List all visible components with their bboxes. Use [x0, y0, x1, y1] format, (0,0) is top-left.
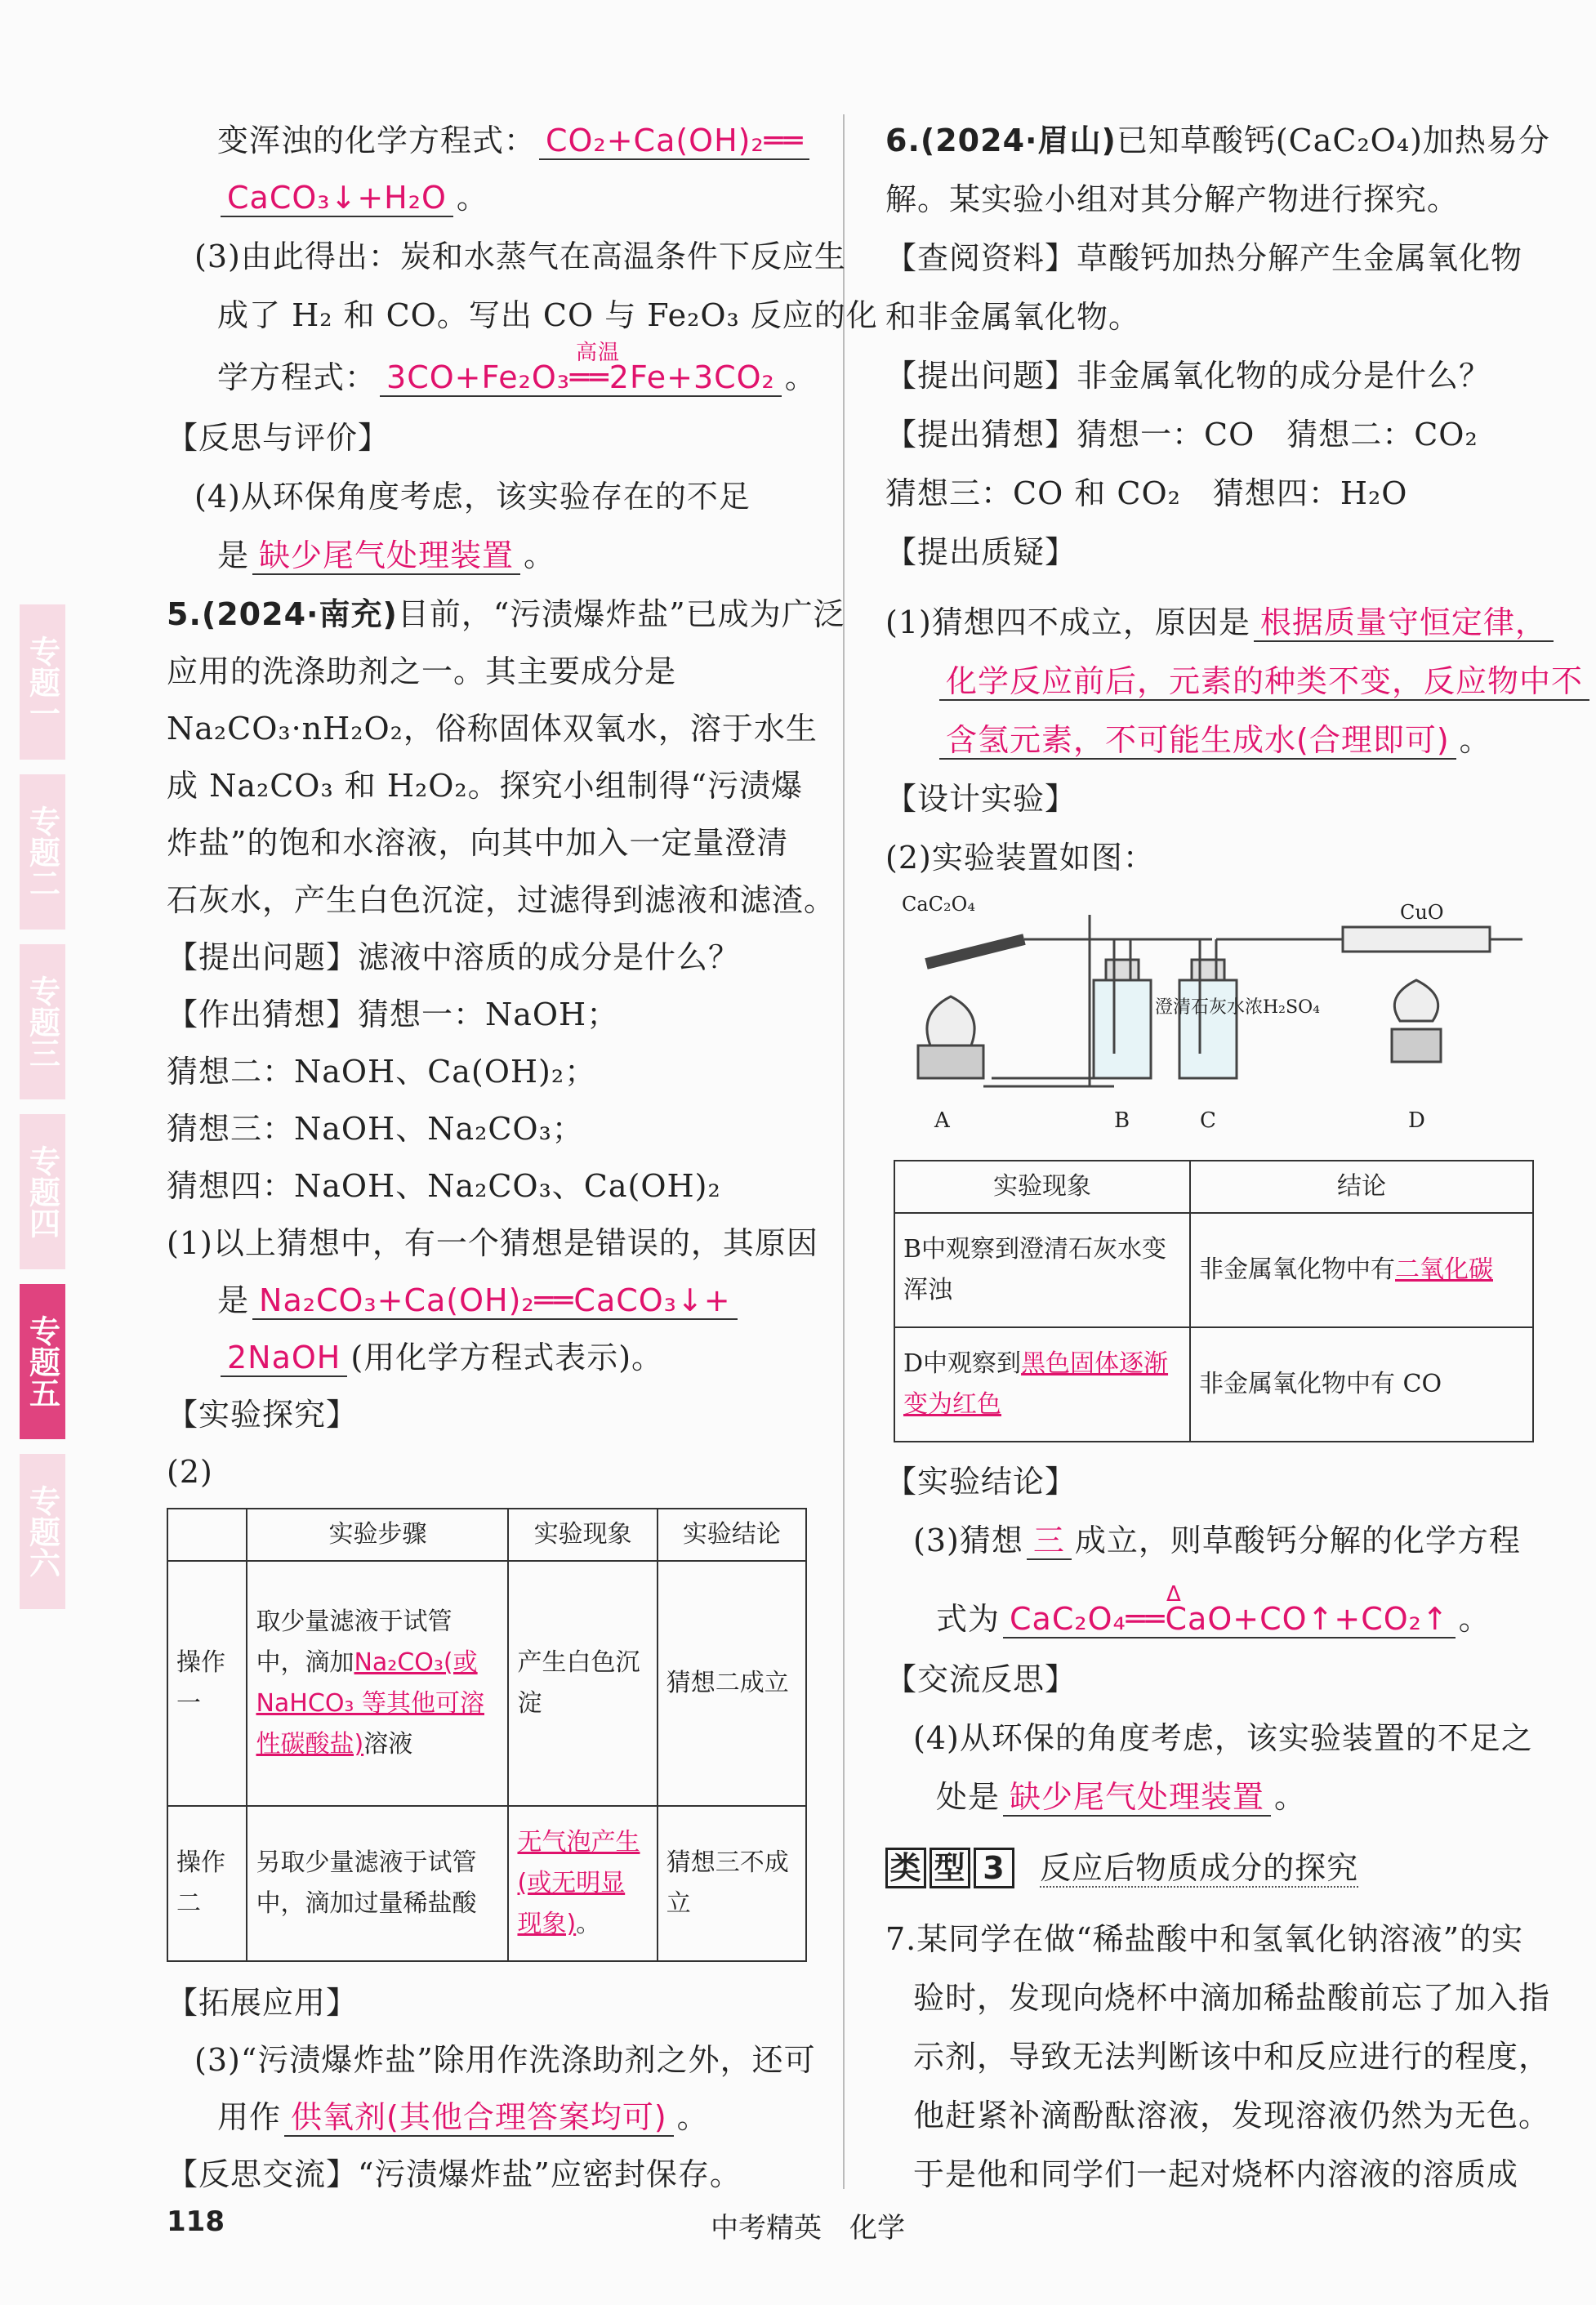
test-tube: [926, 939, 1024, 964]
answer-blank: 2NaOH: [221, 1340, 347, 1377]
text-line: 猜想三：CO 和 CO₂ 猜想四：H₂O: [885, 475, 1408, 511]
step-cell: 取少量滤液于试管中，滴加Na₂CO₃(或 NaHCO₃ 等其他可溶性碳酸盐)溶液: [247, 1561, 508, 1806]
answer-blank: Δ CaC₂O₄══CaO+CO↑+CO₂↑: [1003, 1601, 1456, 1638]
text-line: 2NaOH (用化学方程式表示)。: [217, 1340, 663, 1377]
label-b: B: [1114, 1108, 1130, 1133]
question-6: 6.(2024·眉山)已知草酸钙(CaC₂O₄)加热易分: [885, 123, 1550, 158]
text-line: (2)实验装置如图：: [885, 840, 1155, 876]
stopper-b: [1106, 960, 1139, 980]
chapter-tab: 专题一: [20, 604, 65, 760]
text-line: (3)猜想 三 成立，则草酸钙分解的化学方程: [913, 1523, 1521, 1558]
text-line: (2): [167, 1454, 213, 1490]
table-header: 实验现象: [508, 1509, 657, 1561]
text-line: 【反思交流】“污渍爆炸盐”应密封保存。: [167, 2156, 742, 2192]
text-line: 猜想三：NaOH、Na₂CO₃；: [167, 1111, 584, 1147]
question-7: 7.某同学在做“稀盐酸中和氢氧化钠溶液”的实: [885, 1921, 1524, 1957]
text-line: 【作出猜想】猜想一：NaOH；: [167, 996, 619, 1032]
conclusion-cell: 猜想三不成立: [658, 1806, 806, 1961]
type-heading: [885, 1848, 1358, 1888]
table-header: 实验现象: [894, 1161, 1190, 1213]
section-heading: 【实验探究】: [167, 1397, 359, 1433]
label-a: A: [934, 1108, 950, 1133]
label-cac2o4: CaC₂O₄: [902, 893, 975, 916]
text-line: 猜想二：NaOH、Ca(OH)₂；: [167, 1054, 597, 1090]
type-title: 反应后物质成分的探究: [1040, 1850, 1359, 1886]
bottle-c: [1179, 980, 1237, 1078]
label-c: C: [1200, 1108, 1216, 1133]
text-line: 猜想四：NaOH、Na₂CO₃、Ca(OH)₂: [167, 1168, 721, 1204]
section-heading: 【拓展应用】: [167, 1985, 359, 2021]
section-heading: 【反思与评价】: [167, 420, 390, 456]
conclusion-cell: 非金属氧化物中有 CO: [1190, 1327, 1533, 1442]
text-line: 变浑浊的化学方程式： CO₂+Ca(OH)₂══: [217, 123, 813, 160]
step-cell: 另取少量滤液于试管中，滴加过量稀盐酸: [247, 1806, 508, 1961]
section-heading: 【设计实验】: [885, 781, 1077, 817]
book-title: 中考精英 化学: [711, 2212, 905, 2245]
conclusion-cell: 猜想二成立: [658, 1561, 806, 1806]
table-header: [167, 1509, 247, 1561]
text-line: 炸盐”的饱和水溶液，向其中加入一定量澄清: [167, 825, 789, 861]
text-line: 是 缺少尾气处理装置 。: [217, 537, 556, 573]
text-line: 应用的洗涤助剂之一。其主要成分是: [167, 653, 677, 689]
answer-blank: CO₂+Ca(OH)₂══: [539, 123, 809, 160]
text-line: 【提出问题】非金属氧化物的成分是什么？: [885, 358, 1491, 394]
text-line: 学方程式： 高温 3CO+Fe₂O₃══2Fe+3CO₂ 。: [217, 341, 817, 395]
answer-blank: 三: [1027, 1523, 1072, 1560]
section-heading: 【实验结论】: [885, 1464, 1077, 1500]
answer-blank: 化学反应前后，元素的种类不变，反应物中不: [939, 663, 1589, 701]
answer-blank: CaCO₃↓+H₂O: [221, 180, 453, 217]
phenomenon-cell: 产生白色沉淀: [508, 1561, 657, 1806]
apparatus-diagram: [885, 890, 1539, 1135]
chapter-tab: 专题六: [20, 1454, 65, 1609]
answer-blank: 黑色固体逐渐变为红色: [903, 1349, 1169, 1419]
phenomenon-cell: D中观察到黑色固体逐渐变为红色: [894, 1327, 1190, 1442]
text-line: 于是他和同学们一起对烧杯内溶液的溶质成: [913, 2156, 1519, 2192]
text-line: 含氢元素，不可能生成水(合理即可) 。: [936, 722, 1491, 760]
text-line: 式为 Δ CaC₂O₄══CaO+CO↑+CO₂↑ 。: [936, 1582, 1491, 1637]
combustion-tube: [1343, 927, 1490, 952]
answer-blank: 供氧剂(其他合理答案均可): [284, 2099, 674, 2137]
text-line: (3)由此得出：炭和水蒸气在高温条件下反应生: [194, 239, 846, 274]
text-line: (4)从环保的角度考虑，该实验装置的不足之: [913, 1720, 1533, 1756]
answer-blank: 缺少尾气处理装置: [252, 537, 520, 575]
answer-blank: Na₂CO₃(或 NaHCO₃ 等其他可溶性碳酸盐): [256, 1648, 484, 1759]
text-line: Na₂CO₃·nH₂O₂，俗称固体双氧水，溶于水生: [167, 711, 818, 747]
text-line: 解。某实验小组对其分解产物进行探究。: [885, 181, 1460, 217]
text-line: 他赶紧补滴酚酞溶液，发现溶液仍然为无色。: [913, 2098, 1551, 2133]
text-line: 成了 H₂ 和 CO。写出 CO 与 Fe₂O₃ 反应的化: [217, 297, 878, 333]
text-line: (1)以上猜想中，有一个猜想是错误的，其原因: [167, 1225, 818, 1261]
text-line: 用作 供氧剂(其他合理答案均可) 。: [217, 2099, 709, 2135]
type-char: 类: [885, 1848, 926, 1888]
answer-blank: 含氢元素，不可能生成水(合理即可): [939, 722, 1456, 760]
text-line: 石灰水，产生白色沉淀，过滤得到滤液和滤渣。: [167, 882, 836, 918]
label-h2so4: 浓H₂SO₄: [1245, 997, 1320, 1018]
experiment-table-6: [894, 1160, 1534, 1442]
chapter-tabs: [20, 604, 65, 1624]
section-heading: 【交流反思】: [885, 1661, 1077, 1697]
table-header: 结论: [1190, 1161, 1533, 1213]
lamp-block: [918, 1045, 983, 1078]
answer-blank: 缺少尾气处理装置: [1003, 1779, 1271, 1817]
stopper-c: [1192, 960, 1224, 980]
section-heading: 【提出质疑】: [885, 534, 1077, 570]
text-line: (4)从环保角度考虑，该实验存在的不足: [194, 479, 751, 515]
experiment-table-5: [167, 1508, 807, 1962]
answer-blank: 无气泡产生(或无明显现象): [517, 1828, 640, 1938]
text-line: (3)“污渍爆炸盐”除用作洗涤助剂之外，还可: [194, 2042, 816, 2078]
table-header: 实验步骤: [247, 1509, 508, 1561]
label-d: D: [1408, 1108, 1425, 1133]
phenomenon-cell: 无气泡产生(或无明显现象)。: [508, 1806, 657, 1961]
answer-blank: Na₂CO₃+Ca(OH)₂══CaCO₃↓+: [252, 1282, 738, 1320]
answer-blank: 高温 3CO+Fe₂O₃══2Fe+3CO₂: [380, 359, 782, 397]
question-5: 5.(2024·南充)目前，“污渍爆炸盐”已成为广泛: [167, 596, 845, 632]
label-limewater: 澄清石灰水: [1155, 997, 1246, 1018]
alcohol-lamp: [927, 996, 974, 1045]
text-line: 验时，发现向烧杯中滴加稀盐酸前忘了加入指: [913, 1980, 1551, 2016]
text-line: 成 Na₂CO₃ 和 H₂O₂。探究小组制得“污渍爆: [167, 768, 804, 804]
page-number: 118: [167, 2205, 225, 2238]
text-line: CaCO₃↓+H₂O 。: [217, 180, 488, 217]
text-line: 【查阅资料】草酸钙加热分解产生金属氧化物: [885, 240, 1523, 276]
label-cuo: CuO: [1400, 901, 1444, 924]
text-line: 处是 缺少尾气处理装置 。: [936, 1779, 1307, 1815]
alcohol-lamp-d: [1394, 980, 1438, 1021]
type-char: 3: [974, 1848, 1014, 1888]
type-char: 型: [930, 1848, 970, 1888]
text-line: (1)猜想四不成立，原因是 根据质量守恒定律，: [885, 604, 1557, 642]
text-line: 和非金属氧化物。: [885, 299, 1141, 335]
chapter-tab: 专题四: [20, 1114, 65, 1269]
row-label: 操作二: [167, 1806, 247, 1961]
conclusion-cell: 非金属氧化物中有二氧化碳: [1190, 1213, 1533, 1327]
table-header: 实验结论: [658, 1509, 806, 1561]
column-divider: [843, 114, 845, 2189]
text-line: 【提出问题】滤液中溶质的成分是什么？: [167, 939, 741, 975]
chapter-tab: 专题二: [20, 774, 65, 930]
chapter-tab: 专题三: [20, 944, 65, 1099]
answer-blank: 根据质量守恒定律，: [1254, 604, 1554, 642]
text-line: 【提出猜想】猜想一：CO 猜想二：CO₂: [885, 417, 1478, 453]
phenomenon-cell: B中观察到澄清石灰水变浑浊: [894, 1213, 1190, 1327]
bottle-b: [1094, 980, 1151, 1078]
text-line: [936, 663, 1593, 701]
row-label: 操作一: [167, 1561, 247, 1806]
chapter-tab-active: 专题五: [20, 1284, 65, 1439]
text-line: 是 Na₂CO₃+Ca(OH)₂══CaCO₃↓+: [217, 1282, 741, 1320]
text-line: 示剂，导致无法判断该中和反应进行的程度，: [913, 2039, 1551, 2075]
lamp-block-d: [1392, 1029, 1441, 1062]
answer-blank: 二氧化碳: [1395, 1255, 1493, 1284]
